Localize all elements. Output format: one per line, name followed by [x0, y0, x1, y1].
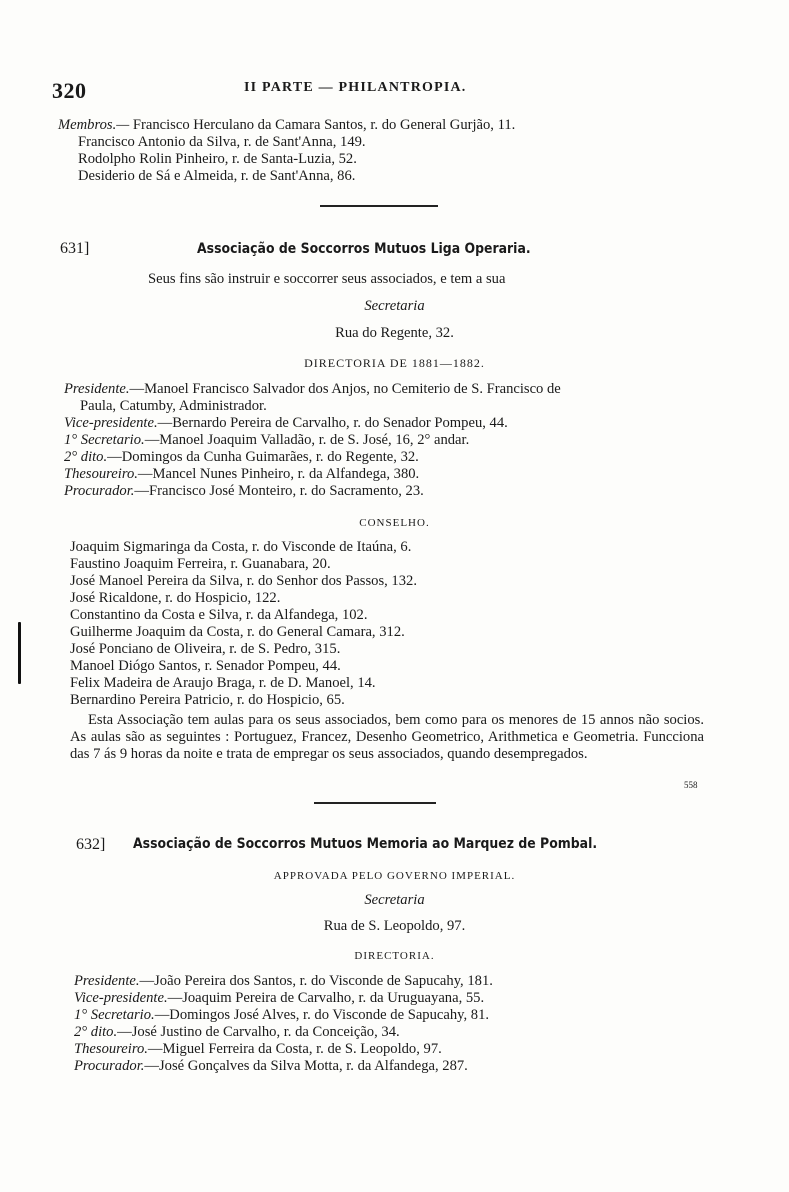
entry-631-title: Associação de Soccorros Mutuos Liga Operaria.: [197, 241, 531, 257]
role-label: Thesoureiro.: [64, 466, 138, 482]
directoria-line: [64, 449, 419, 466]
entry-631-note: [70, 712, 704, 763]
member-line: Rodolpho Rolin Pinheiro, r. de Santa-Luzia, 52.: [78, 151, 357, 167]
role-label: 1° Secretario.: [64, 432, 145, 448]
entry-631-directoria-heading: DIRECTORIA DE 1881—1882.: [304, 356, 485, 370]
role-label: Vice-presidente.: [64, 415, 158, 431]
role-label: Thesoureiro.: [74, 1041, 148, 1057]
conselho-line: Joaquim Sigmaringa da Costa, r. do Visconde de Itaúna, 6.: [70, 539, 412, 555]
conselho-line: José Ponciano de Oliveira, r. de S. Pedro, 315.: [70, 641, 341, 657]
role-label: Presidente.: [74, 973, 140, 989]
role-text: —Miguel Ferreira da Costa, r. de S. Leopoldo, 97.: [147, 1041, 442, 1057]
directoria-line: [74, 1007, 489, 1024]
directoria-line: [80, 398, 267, 415]
conselho-line: Bernardino Pereira Patricio, r. do Hospicio, 65.: [70, 692, 345, 708]
running-head: II PARTE — PHILANTROPIA.: [244, 80, 467, 95]
directoria-line: [64, 415, 508, 432]
section-divider: [320, 205, 438, 207]
conselho-line: José Ricaldone, r. do Hospicio, 122.: [70, 590, 281, 606]
directoria-line: [74, 1058, 468, 1075]
entry-631-address: Rua do Regente, 32.: [335, 325, 454, 341]
conselho-line: Constantino da Costa e Silva, r. da Alfandega, 102.: [70, 607, 368, 623]
directoria-line: [74, 1024, 400, 1041]
directoria-line: [74, 1041, 442, 1058]
role-text: —Mancel Nunes Pinheiro, r. da Alfandega, 380.: [137, 466, 420, 482]
directoria-line: [64, 466, 419, 483]
directoria-line: [74, 973, 493, 990]
role-text: —Joaquim Pereira de Carvalho, r. da Uruguayana, 55.: [167, 990, 485, 1006]
conselho-line: Manoel Diógo Santos, r. Senador Pompeu, 44.: [70, 658, 341, 674]
role-text: —Domingos da Cunha Guimarães, r. do Regente, 32.: [107, 449, 419, 465]
entry-631-ref: 558: [684, 780, 698, 790]
entry-632-address: Rua de S. Leopoldo, 97.: [323, 918, 466, 934]
entry-632-directoria-heading: DIRECTORIA.: [354, 950, 435, 962]
section-divider: [314, 802, 436, 804]
entry-631-number: 631]: [60, 240, 90, 257]
conselho-line: Guilherme Joaquim da Costa, r. do General Camara, 312.: [70, 624, 405, 640]
role-text: —Manoel Francisco Salvador dos Anjos, no Cemiterio de S. Francisco de: [129, 381, 561, 397]
directoria-line: [64, 483, 424, 500]
entry-631-secretaria-label: Secretaria: [364, 298, 425, 314]
role-label: Vice-presidente.: [74, 990, 168, 1006]
conselho-line: Felix Madeira de Araujo Braga, r. de D. Manoel, 14.: [70, 675, 376, 691]
members-first: Francisco Herculano da Camara Santos, r. do General Gurjão, 11.: [132, 117, 516, 133]
directoria-line: [64, 432, 469, 449]
role-text: —José Justino de Carvalho, r. da Conceição, 34.: [117, 1024, 400, 1040]
member-line: Desiderio de Sá e Almeida, r. de Sant'Anna, 86.: [78, 168, 356, 184]
conselho-line: Faustino Joaquim Ferreira, r. Guanabara, 20.: [70, 556, 331, 572]
entry-631-intro: Seus fins são instruir e soccorrer seus associados, e tem a sua: [148, 271, 506, 287]
directoria-line: [64, 381, 561, 398]
role-text: —Bernardo Pereira de Carvalho, r. do Senador Pompeu, 44.: [157, 415, 508, 431]
members-first-line: [58, 117, 515, 134]
role-text: —José Gonçalves da Silva Motta, r. da Alfandega, 287.: [144, 1058, 468, 1074]
entry-632-approval: APPROVADA PELO GOVERNO IMPERIAL.: [273, 870, 516, 882]
role-label: Procurador.: [74, 1058, 145, 1074]
page-number: 320: [52, 78, 87, 103]
entry-631-note-text: Esta Associação tem aulas para os seus associados, bem como para os menores de 15 annos não socios. As aulas são as seguintes : Portuguez, Francez, Desenho Geometrico, Arithmetica e Geometria. Funcciona das 7 ás 9 horas da noite e trata de empregar os seus associados, quando desempregados.: [70, 712, 704, 762]
role-text: Paula, Catumby, Administrador.: [80, 398, 267, 414]
entry-631-conselho-heading: CONSELHO.: [359, 517, 430, 529]
role-label: 2° dito.: [74, 1024, 118, 1040]
member-line: Francisco Antonio da Silva, r. de Sant'Anna, 149.: [78, 134, 366, 150]
role-text: —João Pereira dos Santos, r. do Visconde de Sapucahy, 181.: [139, 973, 493, 989]
directoria-line: [74, 990, 484, 1007]
role-text: —Manoel Joaquim Valladão, r. de S. José, 16, 2° andar.: [144, 432, 470, 448]
entry-632-secretaria-label: Secretaria: [364, 892, 425, 908]
role-label: 1° Secretario.: [74, 1007, 155, 1023]
entry-632-number: 632]: [76, 836, 106, 853]
members-label: Membros.—: [58, 117, 130, 133]
role-label: 2° dito.: [64, 449, 108, 465]
role-label: Presidente.: [64, 381, 130, 397]
margin-mark: [18, 622, 21, 684]
role-text: —Domingos José Alves, r. do Visconde de Sapucahy, 81.: [154, 1007, 490, 1023]
role-text: —Francisco José Monteiro, r. do Sacramento, 23.: [134, 483, 424, 499]
role-label: Procurador.: [64, 483, 135, 499]
conselho-line: José Manoel Pereira da Silva, r. do Senhor dos Passos, 132.: [70, 573, 417, 589]
entry-632-title: Associação de Soccorros Mutuos Memoria ao Marquez de Pombal.: [133, 836, 598, 852]
